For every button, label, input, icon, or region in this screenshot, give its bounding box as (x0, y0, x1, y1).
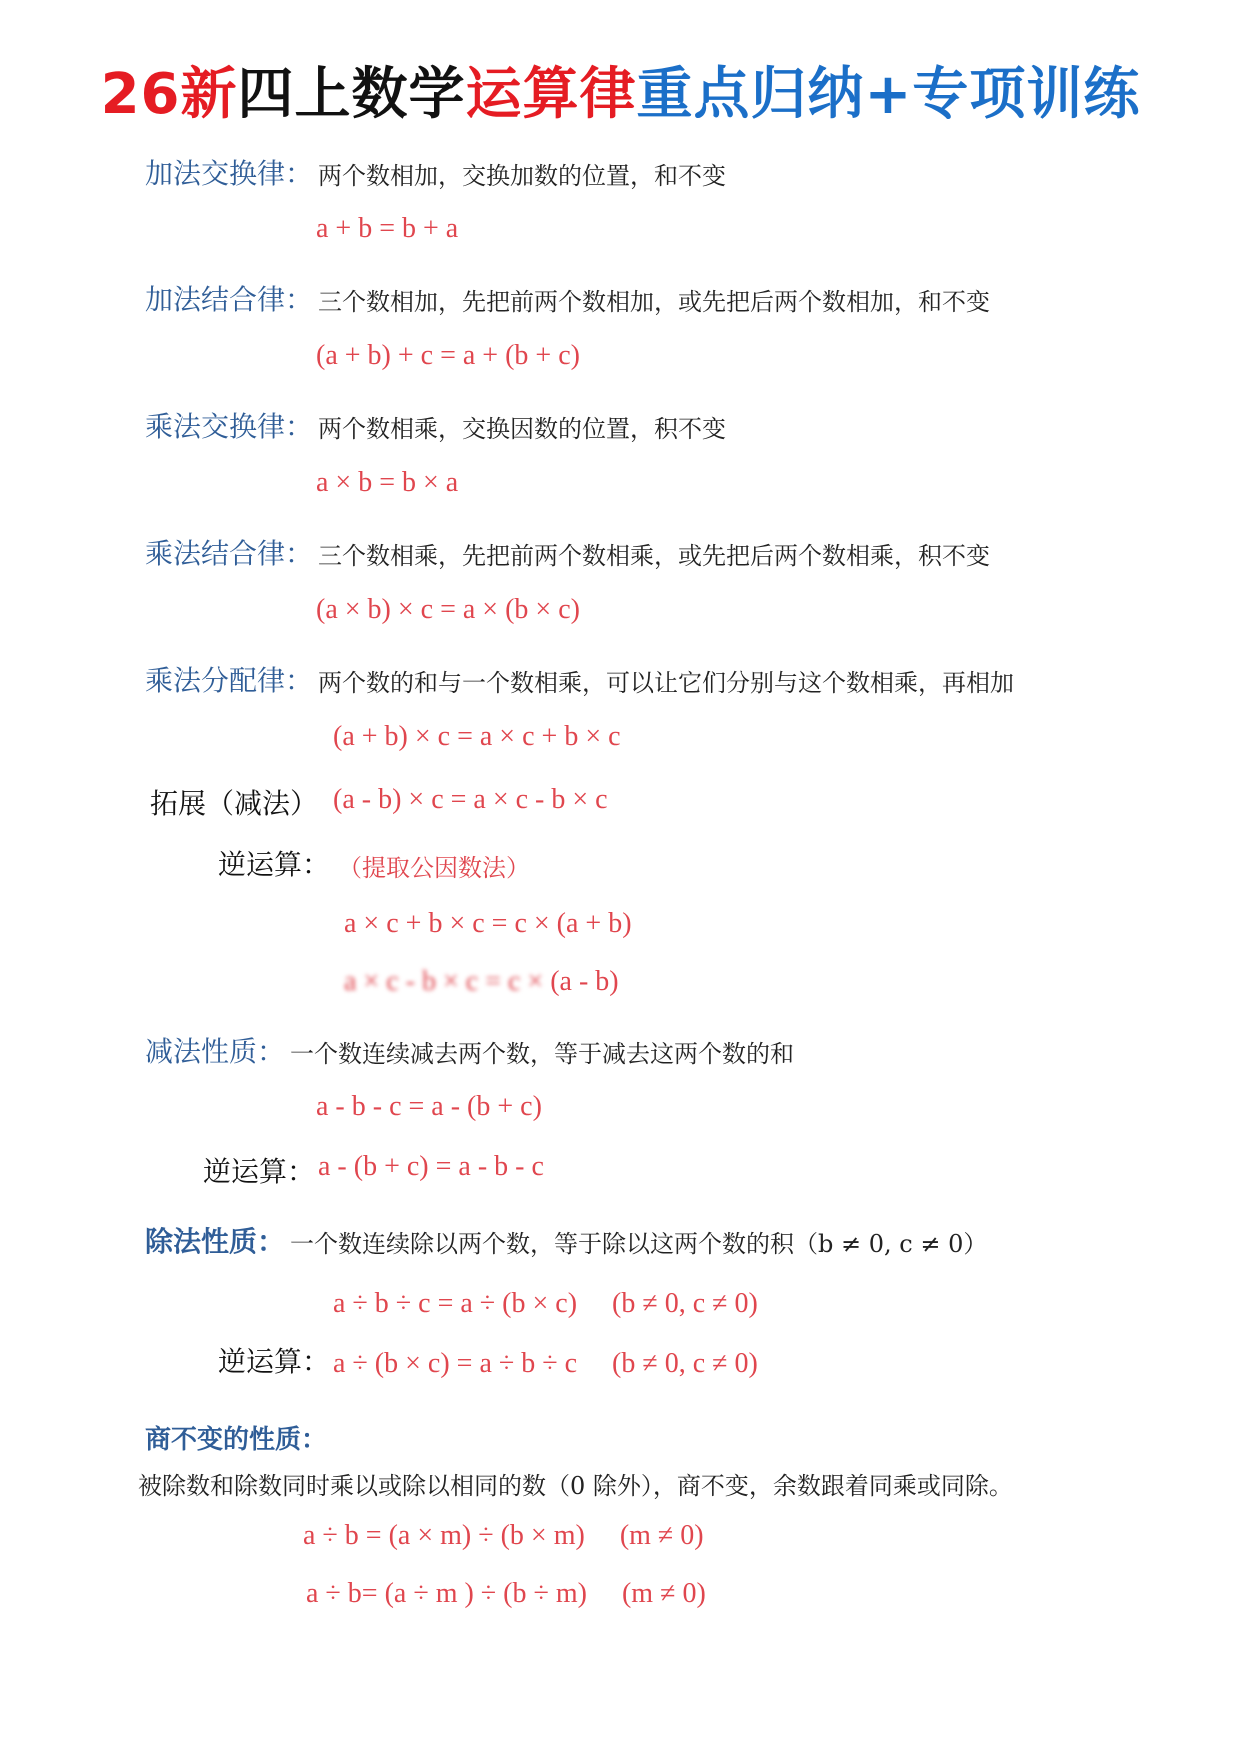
add-commutative-desc: 两个数相加，交换加数的位置，和不变 (318, 162, 726, 190)
sub-property-inverse-formula: a - (b + c) = a - b - c (318, 1151, 544, 1182)
sub-property-label: 减法性质： (145, 1035, 286, 1068)
div-property-inverse-formula: a ÷ (b × c) = a ÷ b ÷ c (b ≠ 0, c ≠ 0) (333, 1348, 758, 1379)
blurred-text: a × c - b × c = c × (344, 966, 551, 997)
div-property-desc: 一个数连续除以两个数，等于除以这两个数的积（b ≠ 0, c ≠ 0） (290, 1230, 988, 1258)
distributive-formula: (a + b) × c = a × c + b × c (333, 721, 621, 752)
add-associative-formula: (a + b) + c = a + (b + c) (316, 340, 580, 371)
add-associative-desc: 三个数相加，先把前两个数相加，或先把后两个数相加，和不变 (318, 288, 990, 316)
sub-property-inverse-label: 逆运算： (203, 1155, 316, 1188)
distributive-inverse-formula-1: a × c + b × c = c × (a + b) (344, 908, 632, 939)
add-commutative-formula: a + b = b + a (316, 213, 459, 244)
quotient-formula-1: a ÷ b = (a × m) ÷ (b × m) (m ≠ 0) (303, 1520, 704, 1551)
title-part-4: 重点归纳+专项训练 (636, 62, 1141, 127)
formula-tail: (a - b) (550, 966, 619, 997)
mul-commutative-desc: 两个数相乘，交换因数的位置，积不变 (318, 415, 726, 443)
div-property-formula: a ÷ b ÷ c = a ÷ (b × c) (b ≠ 0, c ≠ 0) (333, 1288, 758, 1319)
distributive-inverse-note: （提取公因数法） (338, 854, 530, 882)
sub-property-desc: 一个数连续减去两个数，等于减去这两个数的和 (290, 1040, 794, 1068)
page-title (0, 50, 1241, 130)
div-property-inverse-label: 逆运算： (218, 1345, 331, 1378)
quotient-formula-2: a ÷ b= (a ÷ m ) ÷ (b ÷ m) (m ≠ 0) (306, 1578, 706, 1609)
mul-commutative-label: 乘法交换律： (145, 410, 314, 443)
sub-property-formula: a - b - c = a - (b + c) (316, 1091, 542, 1122)
title-part-3: 运算律 (465, 62, 637, 127)
mul-associative-desc: 三个数相乘，先把前两个数相乘，或先把后两个数相乘，积不变 (318, 542, 990, 570)
quotient-label: 商不变的性质： (145, 1425, 328, 1455)
mul-associative-label: 乘法结合律： (145, 537, 314, 570)
distributive-label: 乘法分配律： (145, 664, 314, 697)
title-part-1: 26新 (100, 62, 238, 127)
div-property-label: 除法性质： (145, 1225, 286, 1258)
distributive-desc: 两个数的和与一个数相乘，可以让它们分别与这个数相乘，再相加 (318, 669, 1014, 697)
add-commutative-label: 加法交换律： (145, 157, 314, 190)
add-associative-label: 加法结合律： (145, 283, 314, 316)
distributive-inverse-formula-2 (344, 966, 619, 998)
title-part-2: 四上数学 (237, 62, 466, 127)
distributive-extension-formula: (a - b) × c = a × c - b × c (333, 784, 608, 815)
quotient-desc: 被除数和除数同时乘以或除以相同的数（0 除外），商不变，余数跟着同乘或同除。 (138, 1472, 1013, 1500)
mul-commutative-formula: a × b = b × a (316, 467, 459, 498)
distributive-inverse-label: 逆运算： (218, 848, 331, 881)
distributive-extension-label: 拓展（减法） (150, 787, 319, 820)
mul-associative-formula: (a × b) × c = a × (b × c) (316, 594, 580, 625)
